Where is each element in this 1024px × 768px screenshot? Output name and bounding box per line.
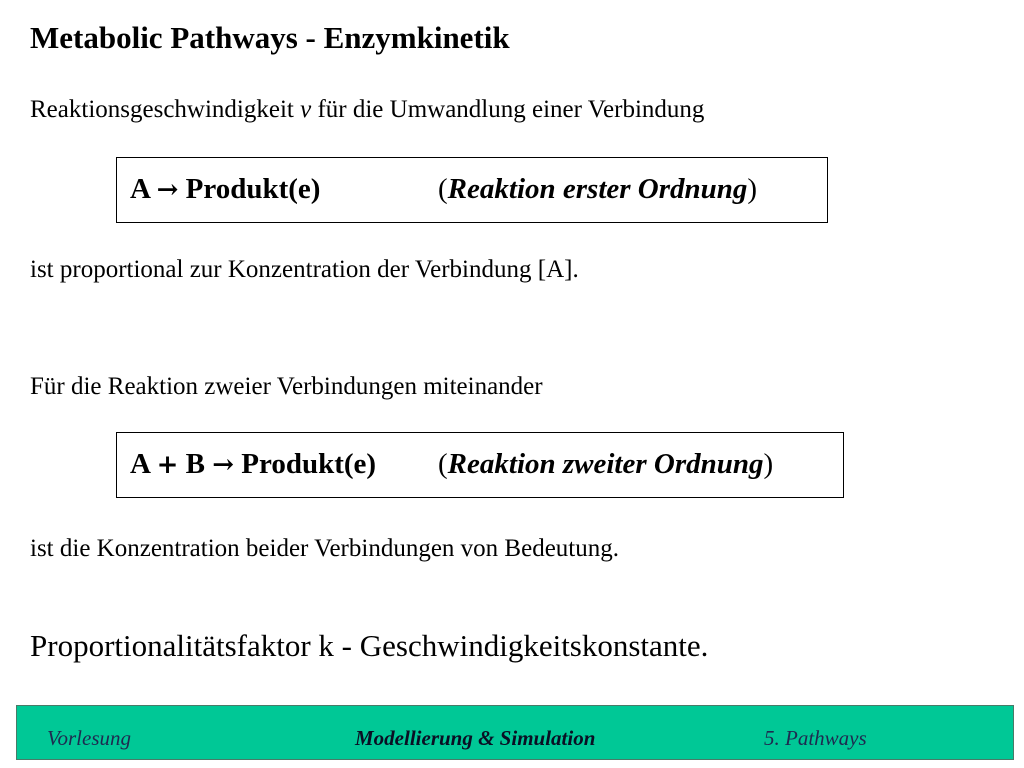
velocity-symbol: v bbox=[300, 96, 312, 123]
intro-text bbox=[30, 94, 704, 126]
slide-title: Metabolic Pathways - Enzymkinetik bbox=[30, 20, 510, 55]
proportional-text: ist proportional zur Konzentration der Verbindung [A]. bbox=[30, 256, 579, 283]
both-compounds-text: ist die Konzentration beider Verbindungen von Bedeutung. bbox=[30, 535, 619, 562]
reaction-arrow-icon: → bbox=[156, 175, 179, 205]
intro-text-end: für die Umwandlung einer Verbindung bbox=[311, 96, 705, 123]
second-order-label: (Reaktion zweiter Ordnung) bbox=[438, 448, 774, 480]
second-order-reaction: A + B → Produkt(e) bbox=[130, 448, 377, 480]
first-order-reaction: A → Produkt(e) bbox=[130, 173, 321, 205]
reaction-arrow-icon: → bbox=[212, 450, 235, 480]
plus-icon: + bbox=[156, 450, 179, 480]
first-order-equation-box bbox=[116, 157, 828, 223]
footer-chapter: 5. Pathways bbox=[764, 726, 867, 750]
footer-bar bbox=[16, 705, 1014, 760]
rate-constant-text: Proportionalitätsfaktor k - Geschwindigkeitskonstante. bbox=[30, 628, 709, 663]
second-order-equation-box bbox=[116, 432, 844, 498]
two-compounds-text: Für die Reaktion zweier Verbindungen miteinander bbox=[30, 373, 543, 400]
intro-text-start: Reaktionsgeschwindigkeit bbox=[30, 96, 301, 123]
footer-lecture: Vorlesung bbox=[47, 726, 131, 750]
footer-course: Modellierung & Simulation bbox=[355, 726, 596, 750]
first-order-label: (Reaktion erster Ordnung) bbox=[438, 173, 758, 205]
